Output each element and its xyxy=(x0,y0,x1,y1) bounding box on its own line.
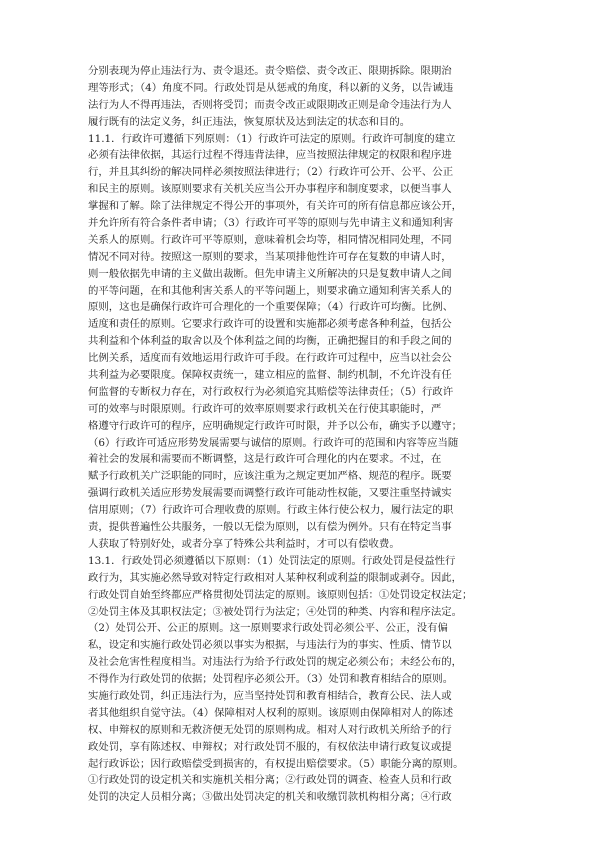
text-line: 13.1．行政处罚必须遵循以下原则：（1）处罚法定的原则。行政处罚是侵益性行 xyxy=(88,554,456,567)
text-line: ①行政处罚的设定机关和实施机关相分离；②行政处罚的调查、检查人员和行政 xyxy=(88,774,452,787)
text-line: 实施行政处罚，纠正违法行为，应当坚持处罚和教育相结合，教育公民、法人或 xyxy=(88,689,452,702)
text-line: ②处罚主体及其职权法定；③被处罚行为法定；④处罚的种类、内容和程序法定。 xyxy=(88,605,463,618)
text-line: （2）处罚公开、公正的原则。这一原则要求行政处罚必须公平、公正，没有偏 xyxy=(88,622,448,635)
text-line: 格遵守行政许可的程序，应明确规定行政许可时限，并予以公布，确实予以遵守； xyxy=(88,419,463,432)
text-line: 适度和责任的原则。它要求行政许可的设置和实施都必须考虑各种利益，包括公 xyxy=(88,318,452,331)
text-line: 及社会危害性程度相当。对违法行为给予行政处罚的规定必须公布；未经公布的， xyxy=(88,656,463,669)
text-line: 政行为，其实施必然导致对特定行政相对人某种权利或利益的限制或剥夺。因此， xyxy=(88,571,463,584)
text-line: 私，设定和实施行政处罚必须以事实为根据，与违法行为的事实、性质、情节以 xyxy=(88,639,452,652)
text-line: 情况不同对待。按照这一原则的要求，当某项排他性许可存在复数的申请人时， xyxy=(88,250,452,263)
text-line: 分别表现为停止违法行为、责令退还。责令赔偿、责令改正、限期拆除。限期治 xyxy=(88,65,452,77)
text-line: 和民主的原则。该原则要求有关机关应当公开办事程序和制度要求，以便当事人 xyxy=(88,183,452,196)
text-line: 关系人的原则。行政许可平等原则，意味着机会均等，相同情况相同处理，不同 xyxy=(88,233,452,246)
document-page xyxy=(88,63,514,806)
text-line: 起行政诉讼；因行政赔偿受到损害的，有权提出赔偿要求。（5）职能分离的原则。 xyxy=(88,757,464,770)
text-line: 行，并且其纠纷的解决同样必须按照法律进行；（2）行政许可公开、公平、公正 xyxy=(88,166,454,179)
text-line: 行政处罚自始至终都应严格贯彻处罚法定的原则。该原则包括：①处罚设定权法定； xyxy=(88,588,473,601)
text-line: 原则，这也是确保行政许可合理化的一个重要保障；（4）行政许可均衡。比例、 xyxy=(88,301,454,314)
text-line: 权、申辩权的原则和无救济便无处罚的原则构成。相对人对行政机关所给予的行 xyxy=(88,723,452,736)
text-line: （6）行政许可适应形势发展需要与诚信的原则。行政许可的范围和内容等应当随 xyxy=(88,436,459,449)
text-line: 信用原则；（7）行政许可合理收费的原则。行政主体行使公权力，履行法定的职 xyxy=(88,504,454,517)
text-line: 11.1．行政许可遵循下列原则：（1）行政许可法定的原则。行政许可制度的建立 xyxy=(88,132,456,145)
text-line: 着社会的发展和需要而不断调整，这是行政许可合理化的内在要求。不过，在 xyxy=(88,453,442,466)
text-line: 政处罚，享有陈述权、申辩权；对行政处罚不服的，有权依法申请行政复议或提 xyxy=(88,740,452,753)
text-line: 法行为人不得再违法，否则将受罚；而责令改正或限期改正则是命令违法行为人 xyxy=(88,98,452,111)
text-line: 者其他组织自觉守法。（4）保障相对人权利的原则。该原则由保障相对人的陈述 xyxy=(88,706,454,719)
text-line: 共利益为必要限度。保障权责统一，建立相应的监督、制约机制，不允许没有任 xyxy=(88,369,452,382)
text-line: 并允许所有符合条件者申请；（3）行政许可平等的原则与先申请主义和通知利害 xyxy=(88,217,454,230)
text-line: 责，提供普遍性公共服务，一般以无偿为原则，以有偿为例外。只有在特定当事 xyxy=(88,521,452,534)
text-line: 人获取了特别好处，或者分享了特殊公共利益时，才可以有偿收费。 xyxy=(88,537,400,550)
text-line: 何监督的专断权力存在，对行政权行为必须追究其赔偿等法律责任；（5）行政许 xyxy=(88,385,454,398)
text-line: 则一般依据先申请的主义做出裁断。但先申请主义所解决的只是复数申请人之间 xyxy=(88,267,452,280)
text-line: 理等形式；（4）角度不同。行政处罚是从惩戒的角度，科以新的义务，以告诫违 xyxy=(88,81,454,94)
text-line: 赋予行政机关广泛职能的同时，应该注重为之规定更加严格、规范的程序。既要 xyxy=(88,470,452,483)
text-line: 强调行政机关适应形势发展需要而调整行政许可能动性权能，又要注重坚持诚实 xyxy=(88,487,452,500)
text-line: 处罚的决定人员相分离；③做出处罚决定的机关和收缴罚款机构相分离；④行政 xyxy=(88,791,452,804)
text-line: 比例关系，适度而有效地运用行政许可手段。在行政许可过程中，应当以社会公 xyxy=(88,352,452,365)
text-line: 必须有法律依据，其运行过程不得违背法律，应当按照法律规定的权限和程序进 xyxy=(88,149,452,162)
text-line: 共利益和个体利益的取舍以及个体利益之间的均衡，正确把握目的和手段之间的 xyxy=(88,335,452,348)
text-line: 履行既有的法定义务，纠正违法，恢复原状及达到法定的状态和目的。 xyxy=(88,115,411,128)
text-line: 可的效率与时限原则。行政许可的效率原则要求行政机关在行使其职能时，严 xyxy=(88,402,442,415)
text-line: 不得作为行政处罚的依据；处罚程序必须公开。（3）处罚和教育相结合的原则。 xyxy=(88,673,454,686)
text-line: 的平等问题，在和其他利害关系人的平等问题上，则要求确立通知利害关系人的 xyxy=(88,284,452,297)
text-line: 掌握和了解。除了法律规定不得公开的事项外，有关许可的所有信息都应该公开， xyxy=(88,200,463,213)
